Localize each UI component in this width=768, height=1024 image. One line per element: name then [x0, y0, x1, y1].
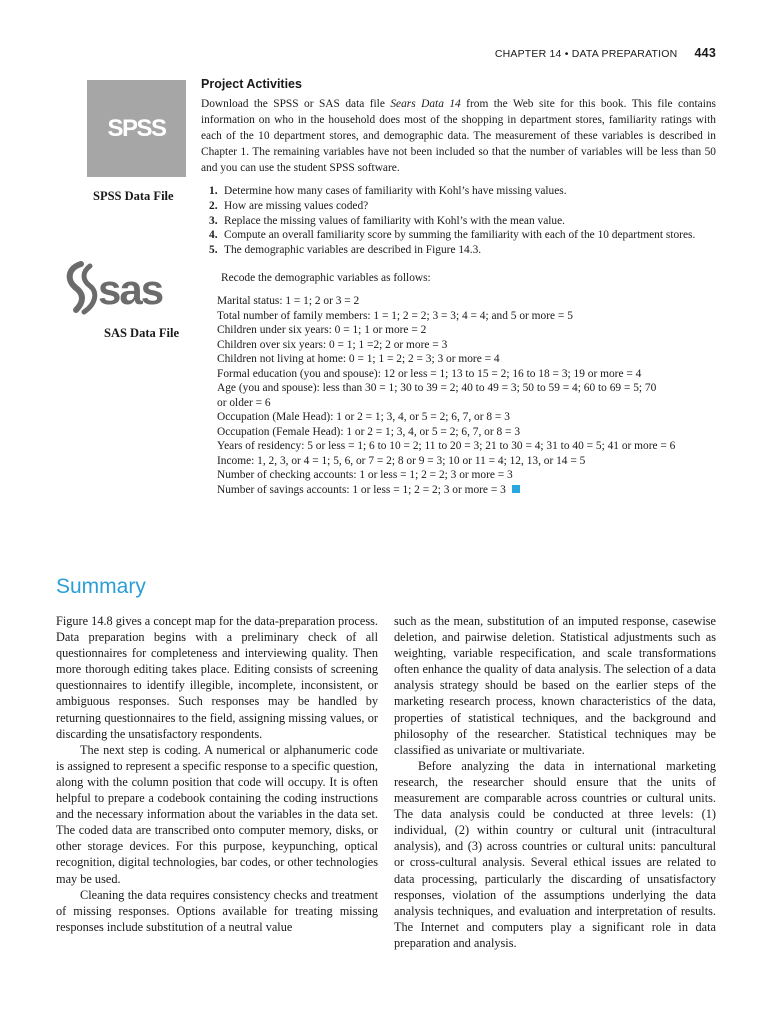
- recode-line: Age (you and spouse): less than 30 = 1; 30 to 39 = 2; 40 to 49 = 3; 50 to 59 = 4; 60 to 69 = 5; 70: [217, 382, 657, 394]
- sas-logo: [62, 260, 188, 316]
- data-file-name: Sears Data 14: [390, 98, 461, 110]
- intro-text-end: from the Web site for this book. This file contains information on who in the household does most of the shopping in department stores, familiarity ratings with each of the 10 department stores, and demographic data. The measurement of these variables is described in Chapter 1. The remaining variables have not been included so that the number of variables will be less than 50 and you can use the student SPSS software.: [201, 98, 716, 174]
- recode-line: Income: 1, 2, 3, or 4 = 1; 5, 6, or 7 = 2; 8 or 9 = 3; 10 or 11 = 4; 12, 13, or 14 = 5: [217, 454, 586, 467]
- summary-heading: Summary: [56, 575, 146, 598]
- sas-data-file-label: SAS Data File: [104, 326, 179, 340]
- recode-line: or older = 6: [217, 396, 271, 409]
- recode-line: Children under six years: 0 = 1; 1 or more = 2: [217, 324, 427, 336]
- recode-intro: Recode the demographic variables as follows:: [221, 272, 431, 284]
- recode-line: Children over six years: 0 = 1; 1 =2; 2 or more = 3: [217, 338, 448, 351]
- recode-line: Number of checking accounts: 1 or less = 1; 2 = 2; 3 or more = 3: [217, 469, 513, 481]
- activity-item: 2. How are missing values coded?: [209, 199, 369, 212]
- summary-paragraph: Before analyzing the data in international marketing research, the researcher should ensure that the units of measurement are comparable across countries or cultural units. The data analysis could be conducted at three levels: (1) individual, (2) within country or cultural unit (intracultural analysis), and (3) across countries or cultural units: pancultural or cross-cultural analysis. Several ethical issues are related to data processing, particularly the discarding of unsatisfactory responses, violation of the assumptions underlying the data analysis techniques, and evaluation and interpretation of results. The Internet and computers play a significant role in data preparation and analysis.: [394, 758, 716, 950]
- sas-swoosh-icon: [70, 264, 95, 312]
- summary-left-column: [56, 613, 378, 935]
- spss-logo-text: SPSS: [107, 114, 166, 142]
- summary-paragraph: Cleaning the data requires consistency checks and treatment of missing responses. Options available for treating missing responses include substitution of a neutral value: [56, 887, 378, 934]
- summary-paragraph: Figure 14.8 gives a concept map for the data-preparation process. Data preparation begins with a preliminary check of all questionnaires for completeness and interviewing quality. Then more thorough editing takes place. Editing consists of screening questionnaires to identify illegible, incomplete, inconsistent, or ambiguous responses. Such responses may be handled by returning questionnaires to the field, assigning missing values, or discarding the unsatisfactory respondents.: [56, 614, 378, 741]
- activities-list: [209, 184, 719, 258]
- intro-text-start: Download the SPSS or SAS data file: [201, 98, 391, 110]
- recode-line: Marital status: 1 = 1; 2 or 3 = 2: [217, 295, 360, 307]
- activity-item: 4. Compute an overall familiarity score by summing the familiarity with each of the 10 department stores.: [209, 229, 696, 242]
- activity-item: 1. Determine how many cases of familiarity with Kohl’s have missing values.: [209, 185, 567, 197]
- end-of-section-icon: [512, 485, 520, 493]
- recode-line: Occupation (Male Head): 1 or 2 = 1; 3, 4, or 5 = 2; 6, 7, or 8 = 3: [217, 411, 510, 423]
- recode-line: Occupation (Female Head): 1 or 2 = 1; 3, 4, or 5 = 2; 6, 7, or 8 = 3: [217, 425, 521, 438]
- project-activities-heading: Project Activities: [201, 77, 302, 91]
- summary-paragraph: The next step is coding. A numerical or alphanumeric code is assigned to represent a specific response to a specific question, along with the column position that code will occupy. It is often helpful to prepare a codebook containing the coding instructions and the necessary information about the variables in the data set. The coded data are transcribed onto computer memory, disks, or other storage devices. For this purpose, keypunching, optical recognition, digital technologies, bar codes, or other technologies may be used.: [56, 742, 378, 886]
- recode-line: Years of residency: 5 or less = 1; 6 to 10 = 2; 11 to 20 = 3; 21 to 30 = 4; 31 to 40 = 5; 41 or more = 6: [217, 440, 676, 452]
- project-intro-paragraph: [201, 96, 716, 176]
- summary-paragraph: such as the mean, substitution of an imputed response, casewise deletion, and pairwise deletion. Statistical adjustments such as weighting, variable respecification, and scale transformations often enhance the quality of data analysis. The selection of a data analysis strategy should be based on the earlier steps of the marketing research process, known characteristics of the data, properties of statistical techniques, and the background and philosophy of the researcher. Statistical techniques may be classified as univariate or multivariate.: [394, 614, 716, 757]
- recode-line: Children not living at home: 0 = 1; 1 = 2; 2 = 3; 3 or more = 4: [217, 353, 500, 365]
- activity-item: 3. Replace the missing values of familiarity with Kohl’s with the mean value.: [209, 214, 566, 227]
- spss-data-file-label: SPSS Data File: [93, 189, 174, 203]
- recode-line-last: Number of savings accounts: 1 or less = 1; 2 = 2; 3 or more = 3: [217, 483, 717, 498]
- chapter-title: CHAPTER 14 • DATA PREPARATION: [494, 48, 678, 60]
- recode-line: Formal education (you and spouse): 12 or less = 1; 13 to 15 = 2; 16 to 18 = 3; 19 or more = 4: [217, 367, 642, 380]
- activity-item: 5. The demographic variables are described in Figure 14.3.: [209, 244, 482, 257]
- running-header: [0, 46, 716, 60]
- sas-logo-text: sas: [98, 266, 163, 313]
- spss-logo: [87, 80, 186, 177]
- summary-right-column: [394, 613, 716, 951]
- recode-list: [217, 294, 717, 497]
- recode-line: Total number of family members: 1 = 1; 2 = 2; 3 = 3; 4 = 4; and 5 or more = 5: [217, 309, 573, 322]
- page-number: 443: [694, 46, 716, 60]
